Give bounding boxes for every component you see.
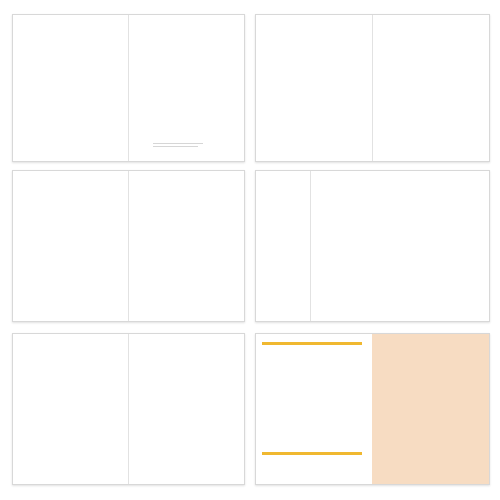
personal-header-bar — [262, 342, 362, 345]
monthly-spread — [12, 170, 245, 322]
notes-gutter — [128, 334, 129, 484]
notes-spread — [12, 333, 245, 485]
calendar-right-page — [129, 15, 244, 161]
monthly-gutter — [128, 171, 129, 321]
calendar-footnote-line — [153, 143, 203, 144]
calendar-left-page — [13, 15, 128, 161]
calendar-spread — [12, 14, 245, 162]
calendar-footnote-line-2 — [153, 146, 198, 147]
yearly-spread — [255, 14, 490, 162]
emergency-header-bar — [262, 452, 362, 455]
personal-spread — [255, 333, 490, 485]
weekly-spread — [255, 170, 490, 322]
weekly-gutter — [310, 171, 311, 321]
peach-page — [372, 334, 489, 484]
yearly-gutter — [372, 15, 373, 161]
